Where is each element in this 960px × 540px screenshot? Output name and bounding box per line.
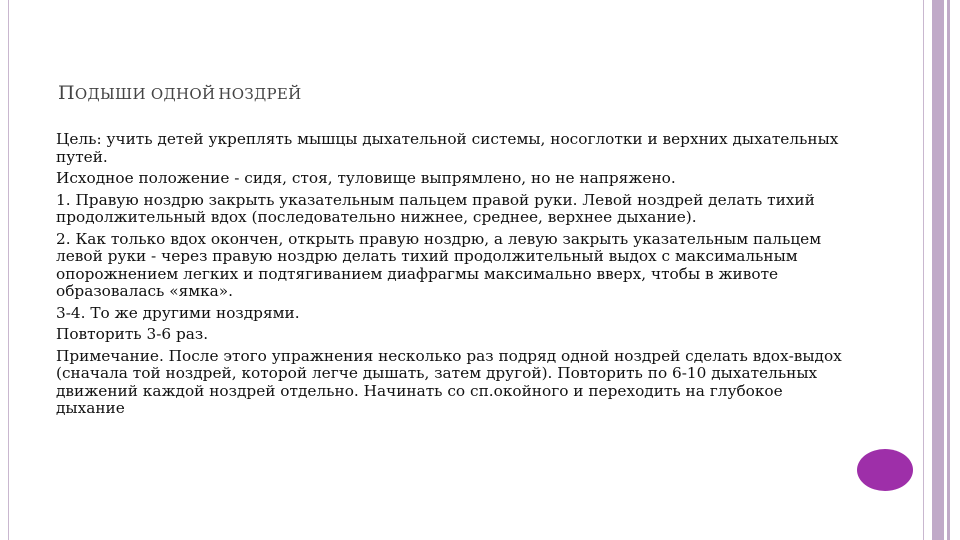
- paragraph-goal: Цель: учить детей укреплять мышцы дыхательной системы, носоглотки и верхних дыхательных путей.: [56, 130, 839, 166]
- decorative-side-bar: [932, 0, 944, 540]
- decorative-side-line: [947, 0, 950, 540]
- paragraph-note: Примечание. После этого упражнения несколько раз подряд одной ноздрей сделать вдох-выдох (сначала той ноздрей, которой легче дышать, затем другой). Повторить по 6-10 дыхательных движений каждой ноздрей отдельно. Начинать со сп.окойного и переходить на глубокое дыхание: [56, 346, 842, 417]
- paragraph-step-1: 1. Правую ноздрю закрыть указательным пальцем правой руки. Левой ноздрей делать тихий продолжительный вдох (последовательно нижнее, среднее, верхнее дыхание).: [56, 190, 815, 226]
- decorative-circle: [857, 449, 913, 491]
- paragraph-step-2: 2. Как только вдох окончен, открыть правую ноздрю, а левую закрыть указательным пальцем левой руки - через правую ноздрю делать тихий продолжительный выдох с максимальным опорожнением легких и подтягиванием диафрагмы максимально вверх, чтобы в животе образовалась «ямка».: [56, 229, 822, 300]
- title-capital: П: [58, 82, 75, 104]
- paragraph-start-position: Исходное положение - сидя, стоя, туловище выпрямлено, но не напряжено.: [56, 169, 676, 187]
- paragraph-step-3-4: 3-4. То же другими ноздрями.: [56, 303, 300, 322]
- slide-title: [58, 82, 302, 104]
- title-small-caps-1: ОДЫШИ ОДНОЙ: [74, 85, 216, 103]
- title-small-caps-2: НОЗДРЕЙ: [218, 85, 302, 103]
- slide-body: [56, 131, 856, 422]
- paragraph-repeat: Повторить 3-6 раз.: [56, 325, 209, 343]
